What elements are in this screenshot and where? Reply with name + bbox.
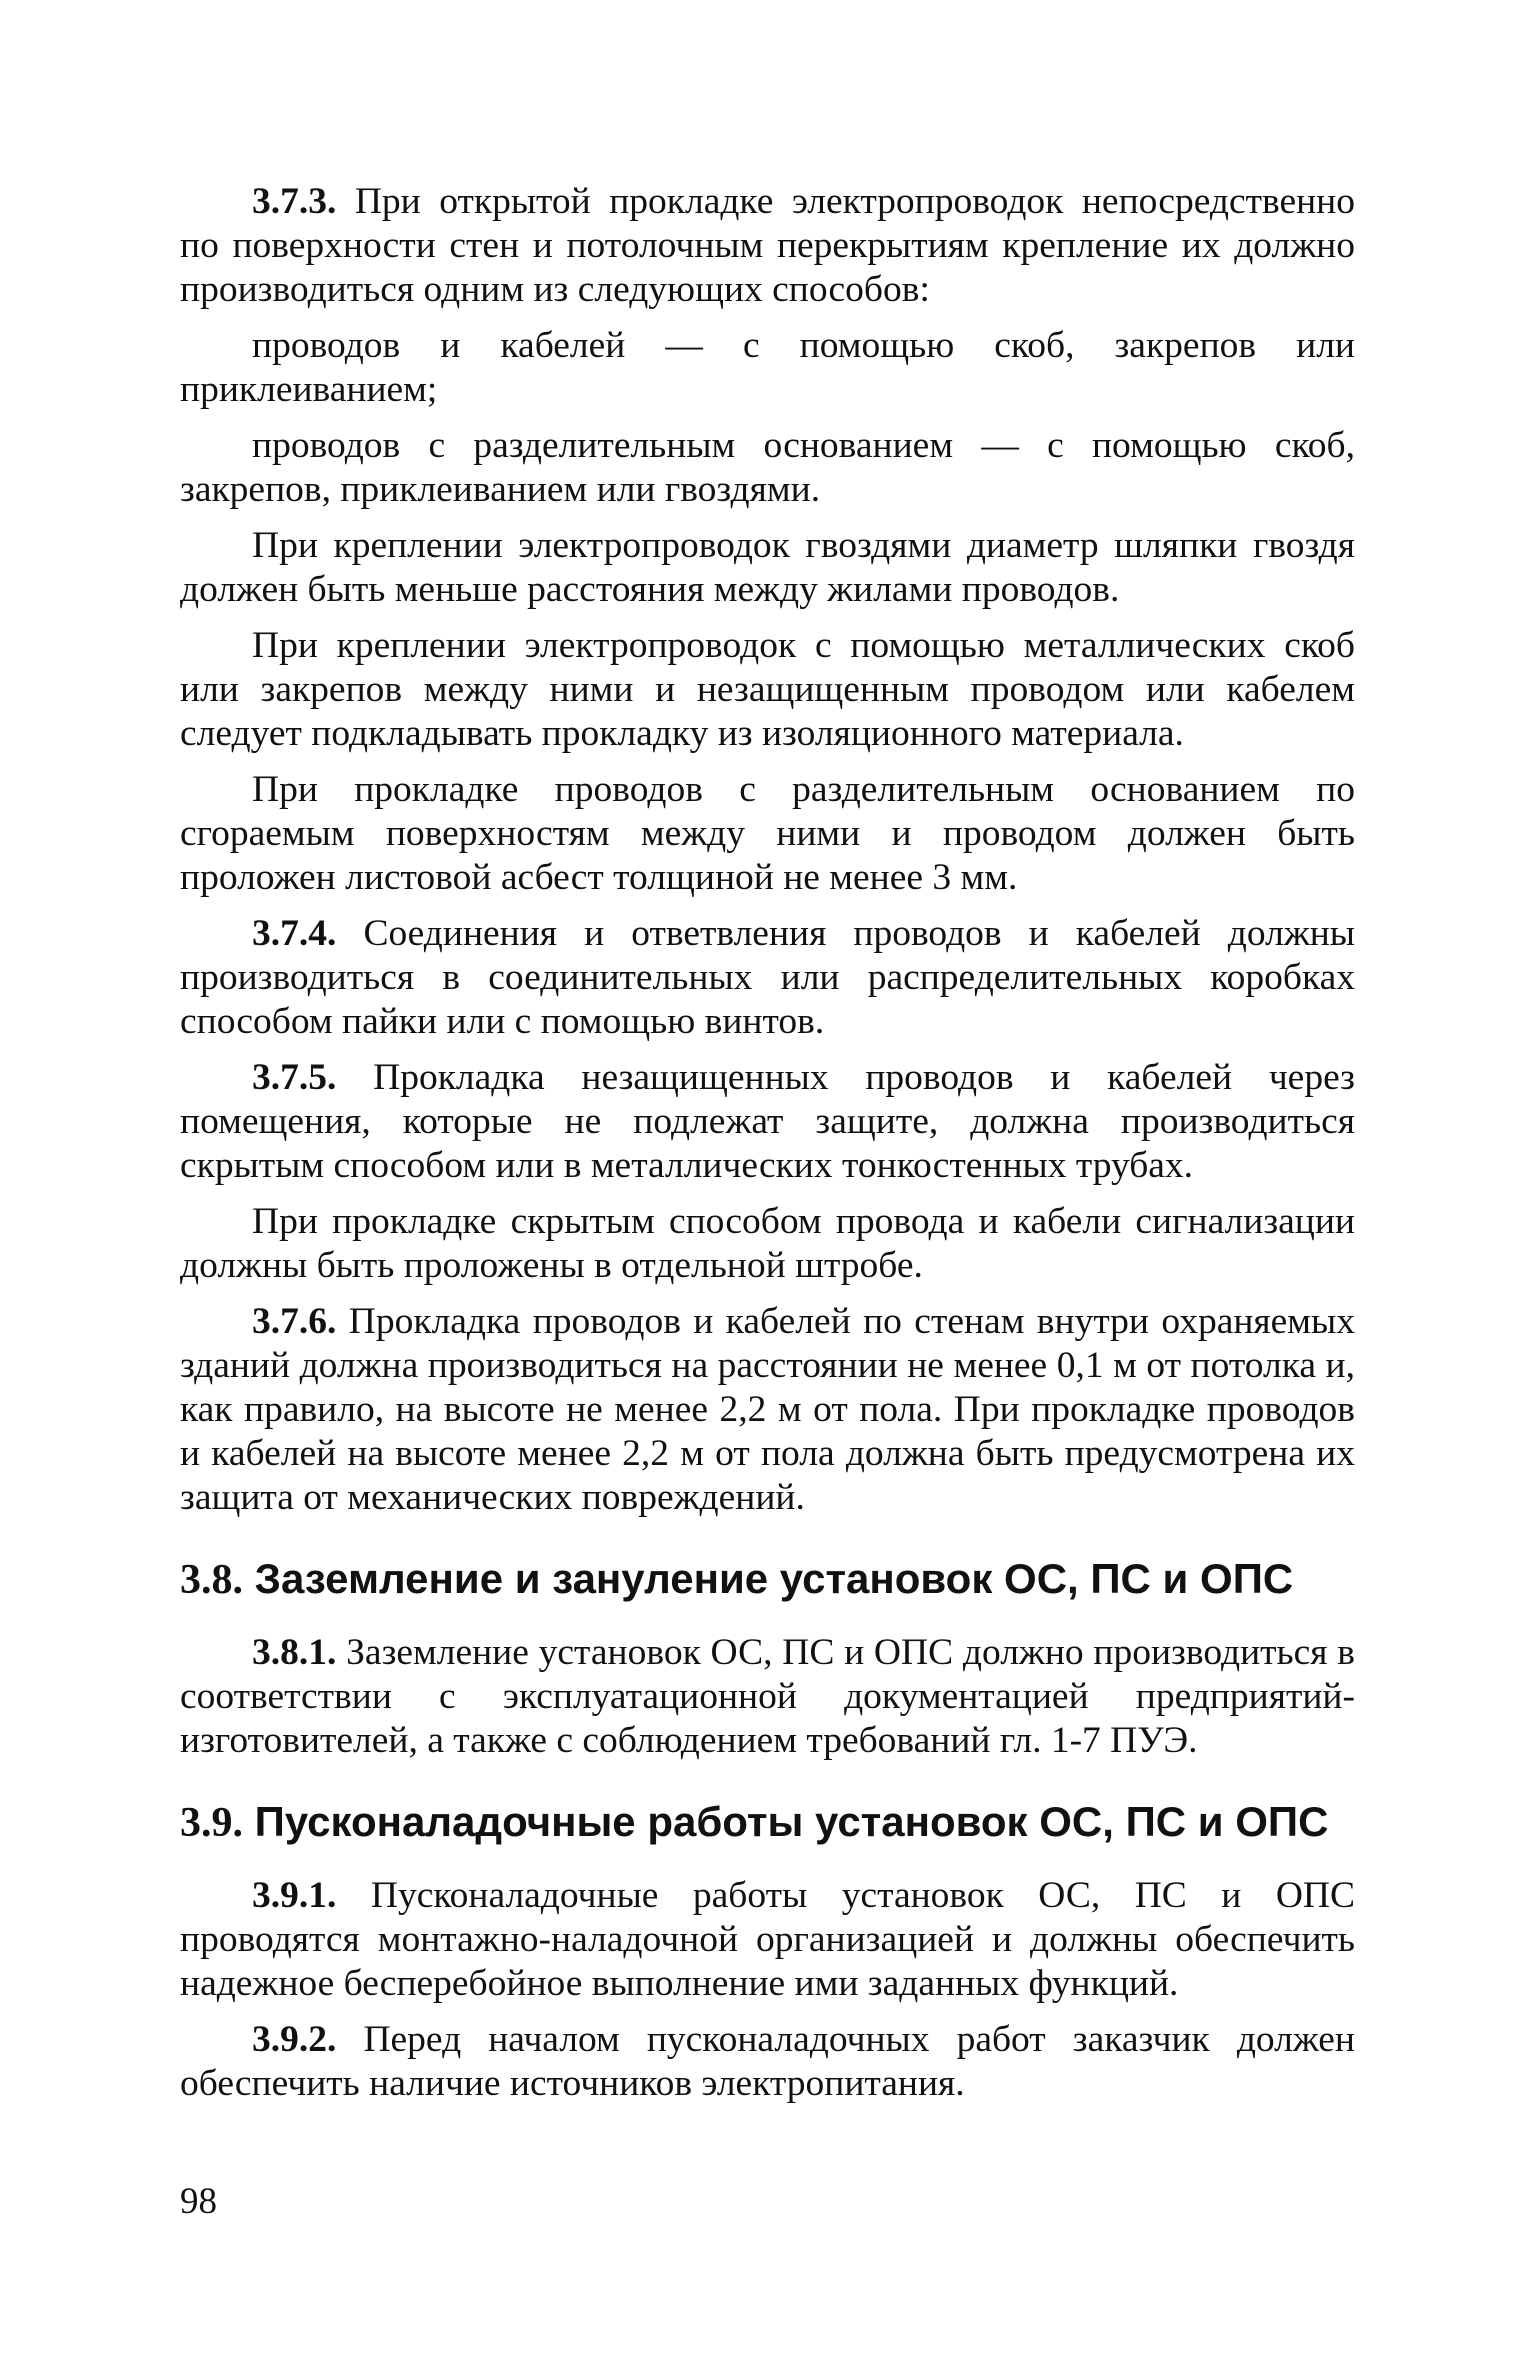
paragraph-text: При прокладке проводов с разделительным основанием по сгораемым поверхностям между ними и проводом должен быть проложен листовой асбест толщиной не менее 3 мм.: [180, 769, 1355, 898]
paragraph-wires-cables: [180, 324, 1355, 412]
paragraph-text: Пусконаладочные работы установок ОС, ПС и ОПС проводятся монтажно-наладочной организацией и должны обеспечить надежное бесперебойное выполнение ими заданных функций.: [180, 1875, 1356, 2004]
paragraph-asbestos: [180, 768, 1355, 900]
paragraph-text: проводов с разделительным основанием — с помощью скоб, закрепов, приклеиванием или гвоздями.: [180, 425, 1355, 510]
clause-number: 3.9.1.: [252, 1875, 337, 1916]
paragraph-text: проводов и кабелей — с помощью скоб, закрепов или приклеиванием;: [180, 325, 1355, 410]
clause-number: 3.9.2.: [252, 2019, 337, 2060]
paragraph-hidden-laying: [180, 1200, 1355, 1288]
section-heading-3-9: [180, 1797, 1355, 1848]
paragraph-text: Перед началом пусконаладочных работ заказчик должен обеспечить наличие источников электропитания.: [180, 2019, 1355, 2104]
paragraph-text: При открытой прокладке электропроводок непосредственно по поверхности стен и потолочным перекрытиям крепление их должно производиться одним из следующих способов:: [180, 181, 1356, 310]
section-title: Пусконаладочные работы установок ОС, ПС и ОПС: [254, 1798, 1329, 1845]
paragraph-text: Соединения и ответвления проводов и кабелей должны производиться в соединительных или распределительных коробках способом пайки или с помощью винтов.: [180, 913, 1355, 1042]
clause-number: 3.7.5.: [252, 1057, 337, 1098]
paragraph-text: Прокладка проводов и кабелей по стенам внутри охраняемых зданий должна производиться на расстоянии не менее 0,1 м от потолка и, как правило, на высоте не менее 2,2 м от пола. При прокладке проводов и кабелей на высоте менее 2,2 м от пола должна быть предусмотрена их защита от механических повреждений.: [180, 1301, 1355, 1518]
clause-number: 3.7.3.: [252, 181, 337, 222]
paragraph-3-7-3: [180, 180, 1355, 312]
section-number: 3.9.: [180, 1800, 243, 1846]
paragraph-text: При креплении электропроводок гвоздями диаметр шляпки гвоздя должен быть меньше расстояния между жилами проводов.: [180, 525, 1355, 610]
paragraph-text: При прокладке скрытым способом провода и кабели сигнализации должны быть проложены в отдельной штробе.: [180, 1201, 1355, 1286]
paragraph-metal-brackets: [180, 624, 1355, 756]
page-body: [180, 180, 1355, 2118]
page-number: 98: [180, 2181, 217, 2222]
paragraph-text: Заземление установок ОС, ПС и ОПС должно производиться в соответствии с эксплуатационной документацией предприятий-изготовителей, а также с соблюдением требований гл. 1-7 ПУЭ.: [180, 1632, 1355, 1761]
section-title: Заземление и зануление установок ОС, ПС и ОПС: [254, 1555, 1294, 1602]
clause-number: 3.7.4.: [252, 913, 337, 954]
clause-number: 3.7.6.: [252, 1301, 337, 1342]
section-heading-3-8: [180, 1554, 1355, 1605]
paragraph-3-9-1: [180, 1874, 1355, 2006]
paragraph-text: При креплении электропроводок с помощью металлических скоб или закрепов между ними и незащищенным проводом или кабелем следует подкладывать прокладку из изоляционного материала.: [180, 625, 1355, 754]
paragraph-wires-separating-base: [180, 424, 1355, 512]
paragraph-text: Прокладка незащищенных проводов и кабелей через помещения, которые не подлежат защите, должна производиться скрытым способом или в металлических тонкостенных трубах.: [180, 1057, 1355, 1186]
paragraph-3-8-1: [180, 1631, 1355, 1763]
paragraph-3-7-5: [180, 1056, 1355, 1188]
paragraph-3-7-4: [180, 912, 1355, 1044]
clause-number: 3.8.1.: [252, 1632, 337, 1673]
paragraph-3-9-2: [180, 2018, 1355, 2106]
section-number: 3.8.: [180, 1557, 243, 1603]
paragraph-nails: [180, 524, 1355, 612]
paragraph-3-7-6: [180, 1300, 1355, 1520]
